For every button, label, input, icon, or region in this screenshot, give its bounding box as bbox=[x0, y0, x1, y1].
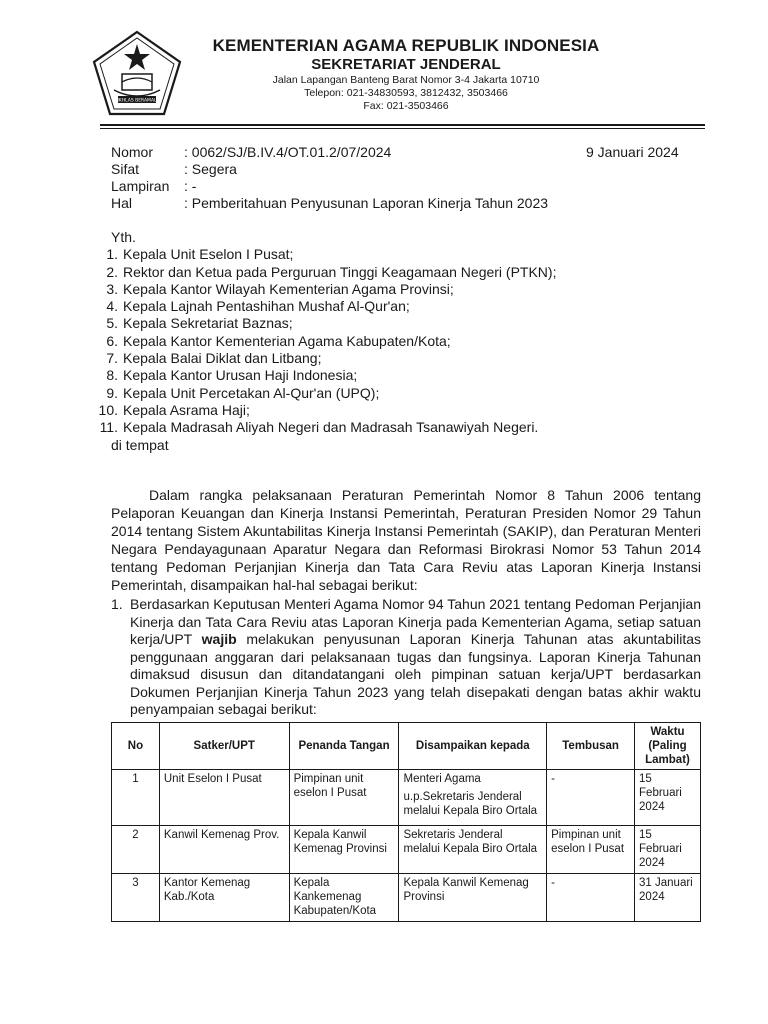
col-waktu: Waktu (Paling Lambat) bbox=[635, 723, 701, 770]
table-row: 3 Kantor Kemenag Kab./Kota Kepala Kankemenag Kabupaten/Kota Kepala Kanwil Kemenag Provinsi - 31 Januari 2024 bbox=[112, 874, 701, 922]
hal-label: Hal bbox=[111, 195, 133, 211]
table-row: 1 Unit Eselon I Pusat Pimpinan unit eselon I Pusat Menteri Agama u.p.Sekretaris Jenderal melalui Kepala Biro Ortala - 15 Februari 2024 bbox=[112, 770, 701, 826]
list-item: 3. Kepala Kantor Wilayah Kementerian Agama Provinsi; bbox=[106, 280, 454, 297]
letter-meta bbox=[111, 144, 548, 212]
col-kepada: Disampaikan kepada bbox=[399, 723, 547, 770]
table-row: 2 Kanwil Kemenag Prov. Kepala Kanwil Kemenag Provinsi Sekretaris Jenderal melalui Kepala Biro Ortala Pimpinan unit eselon I Pusat 15 Februari 2024 bbox=[112, 826, 701, 874]
ministry-subtitle: SEKRETARIAT JENDERAL bbox=[311, 56, 501, 73]
lampiran-label: Lampiran bbox=[111, 178, 170, 194]
emphasis-wajib: wajib bbox=[201, 631, 237, 647]
ministry-title: KEMENTERIAN AGAMA REPUBLIK INDONESIA bbox=[212, 36, 600, 55]
addressee-list bbox=[98, 246, 557, 436]
list-item: 4. Kepala Lajnah Pentashihan Mushaf Al-Qur'an; bbox=[106, 298, 410, 315]
col-no: No bbox=[112, 723, 160, 770]
place-line: di tempat bbox=[111, 436, 169, 453]
table-header-row bbox=[112, 723, 701, 770]
intro-text: Dalam rangka pelaksanaan Peraturan Pemerintah Nomor 8 Tahun 2006 tentang Pelaporan Keuangan dan Kinerja Instansi Pemerintah, Peraturan Presiden Nomor 29 Tahun 2014 tentang Sistem Akuntabilitas Kinerja Instansi Pemerintah (SAKIP), dan Peraturan Menteri Negara Pendayagunaan Aparatur Negara dan Reformasi Birokrasi Nomor 53 Tahun 2014 tentang Pedoman Perjanjian Kinerja dan Tata Cara Reviu atas Laporan Kinerja Instansi Pemerintah, disampaikan hal-hal sebagai berikut: bbox=[111, 487, 701, 593]
ministry-fax: Fax: 021-3503466 bbox=[363, 100, 449, 112]
list-item: 8. Kepala Kantor Urusan Haji Indonesia; bbox=[106, 367, 358, 384]
col-tembusan: Tembusan bbox=[547, 723, 635, 770]
intro-paragraph bbox=[111, 486, 701, 594]
sifat-label: Sifat bbox=[111, 161, 140, 177]
list-item: 11. Kepala Madrasah Aliyah Negeri dan Madrasah Tsanawiyah Negeri. bbox=[99, 419, 539, 436]
lampiran-value: : - bbox=[184, 178, 197, 194]
point-number: 1. bbox=[111, 596, 123, 612]
point-text: Berdasarkan Keputusan Menteri Agama Nomor 94 Tahun 2021 tentang Pedoman Perjanjian Kinerja dan Tata Cara Reviu atas Laporan Kinerja pada Kementerian Agama, setiap satuan kerja/UPT wajib melakukan penyusunan Laporan Kinerja Tahunan atas akuntabilitas penggunaan anggaran dari pelaksanaan tugas dan fungsinya. Laporan Kinerja Tahunan dimaksud disusun dan ditandatangani oleh pimpinan satuan kerja/UPT berdasarkan Dokumen Perjanjian Kinerja Tahun 2023 yang telah disepakati dengan batas akhir waktu penyampaian sebagai berikut: bbox=[130, 596, 702, 717]
ministry-address: Jalan Lapangan Banteng Barat Nomor 3-4 Jakarta 10710 bbox=[272, 74, 540, 86]
col-penanda: Penanda Tangan bbox=[289, 723, 399, 770]
hal-value: : Pemberitahuan Penyusunan Laporan Kinerja Tahun 2023 bbox=[184, 195, 549, 211]
list-item: 2. Rektor dan Ketua pada Perguruan Tinggi Keagamaan Negeri (PTKN); bbox=[106, 263, 557, 280]
list-item: 10. Kepala Asrama Haji; bbox=[98, 401, 250, 418]
nomor-label: Nomor bbox=[111, 144, 154, 160]
logo-caption: IKHLAS BERAMAL bbox=[117, 98, 157, 104]
ministry-phone: Telepon: 021-34830593, 3812432, 3503466 bbox=[304, 87, 508, 99]
kemenag-logo-icon bbox=[92, 30, 182, 118]
nomor-value: : 0062/SJ/B.IV.4/OT.01.2/07/2024 bbox=[184, 144, 392, 160]
letterhead-rule-thin bbox=[100, 128, 705, 129]
list-item: 5. Kepala Sekretariat Baznas; bbox=[106, 315, 293, 332]
deadline-table bbox=[111, 722, 701, 922]
letterhead-rule bbox=[100, 124, 705, 126]
list-item: 7. Kepala Balai Diklat dan Litbang; bbox=[106, 350, 322, 367]
col-satker: Satker/UPT bbox=[159, 723, 289, 770]
list-item: 9. Kepala Unit Percetakan Al-Qur'an (UPQ); bbox=[106, 384, 380, 401]
greeting: Yth. bbox=[111, 229, 136, 245]
list-item: 1. Kepala Unit Eselon I Pusat; bbox=[106, 246, 294, 263]
addressee-block bbox=[98, 229, 557, 454]
point-1 bbox=[111, 596, 701, 719]
list-item: 6. Kepala Kantor Kementerian Agama Kabupaten/Kota; bbox=[106, 332, 451, 349]
sifat-value: : Segera bbox=[184, 161, 237, 177]
letterhead bbox=[186, 36, 626, 113]
letter-date: 9 Januari 2024 bbox=[586, 144, 679, 160]
